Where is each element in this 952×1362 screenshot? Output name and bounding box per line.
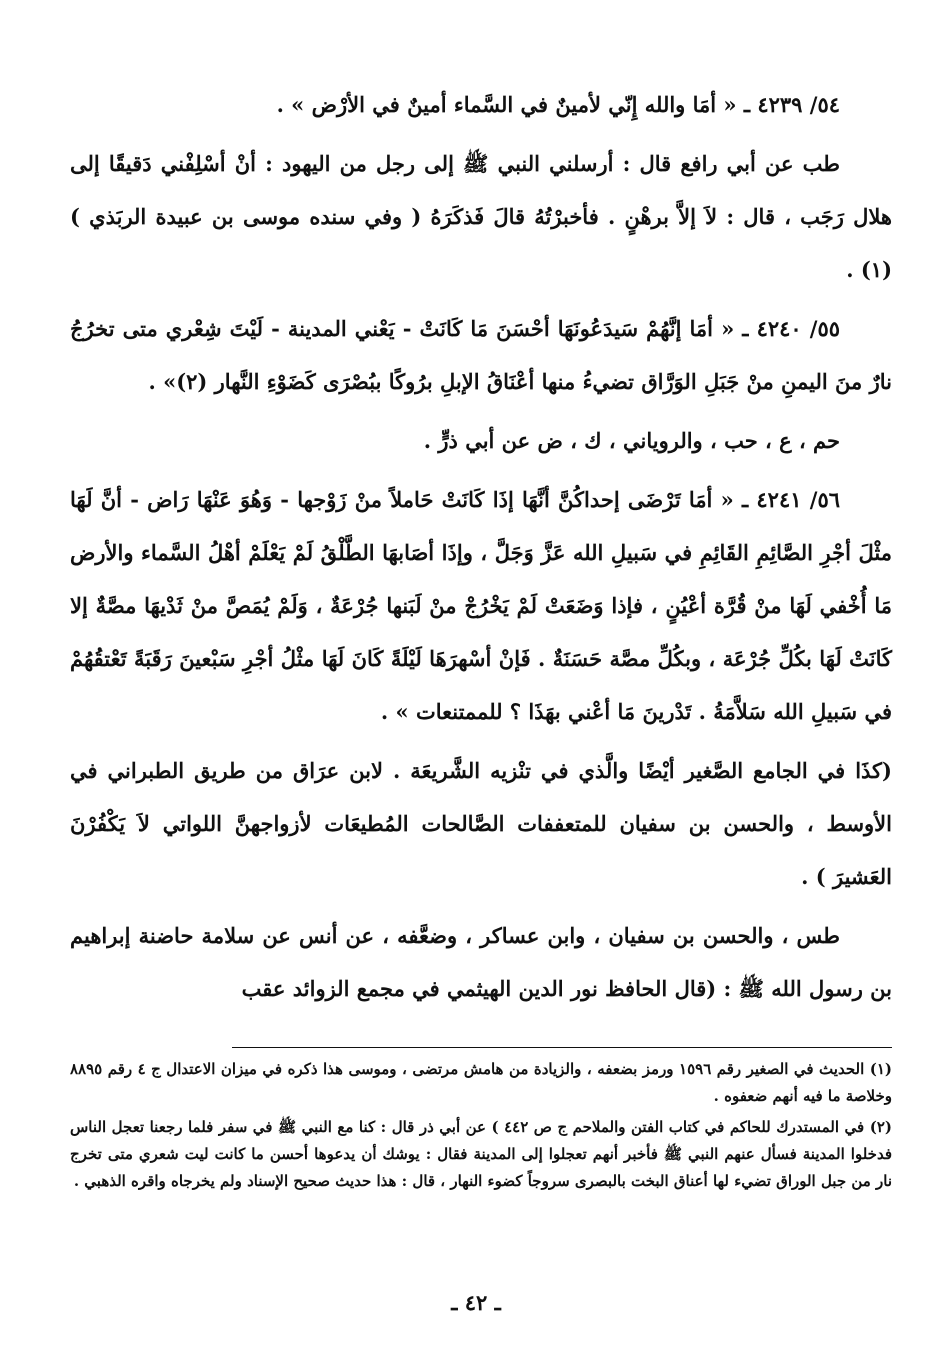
footnote-divider [232,1047,892,1048]
hadith-4240-source: حم ، ع ، حب ، والروياني ، ك ، ض عن أبي ذرٍّ . [423,428,840,453]
page-number: ـ ٤٢ ـ [451,1290,501,1315]
hadith-4241: ٥٦/ ٤٢٤١ ـ « أمَا تَرْضَى إحداكُنَّ أنَّهَا إذَا كَانَتْ حَاملاً منْ زَوْجها - وَهُوَ عَنْهَا رَاض - أنَّ لَهَا مثْلَ أجْرِ الصَّائِمِ القَائِمِ في سَبيلِ الله عَزَّ وَجَلَّ ، وإذَا أصَابهَا الطَّلْقُ لَمْ يَعْلَمْ أهْلُ السَّماء والأرض مَا أُخْفي لَهَا منْ قُرَّة أعْيُنٍ ، فإذا وَضَعَتْ لَمْ يَخْرُجْ منْ لَبَنها جُرْعَةٌ ، وَلَمْ يُمَصَّ منْ ثَدْيهَا مصَّةٌ إلا كَانَتْ لَهَا بكُلِّ جُرْعَة ، وبكُلِّ مصَّة حَسَنَةٌ . فَإنْ أسْهرَهَا لَيْلَةً كَانَ لَهَا مثْلُ أجْرِ سَبْعينَ رَقَبَةً تَعْتقُهُمْ في سَبيلِ الله سَلاَّمَةُ . تَدْرينَ مَا أعْني بهَذَا ؟ للممتنعات » . [70,487,892,724]
footnote-1: (١) الحديث في الصغير رقم ١٥٩٦ ورمز بضعفه ، والزيادة من هامش مرتضى ، وموسى هذا ذكره في ميزان الاعتدال ج ٤ رقم ٨٨٩٥ وخلاصة ما فيه أنهم ضعفوه . [70,1060,892,1105]
hadith-4241-note: (كذَا في الجامع الصَّغير أيْضًا والَّذي في تنْزيه الشَّريعَة . لابن عرَاق من طريق الطبراني في الأوسط ، والحسن بن سفيان للمتعففات الصَّالحات المُطيعَات لأزواجهنَّ اللواتي لاَ يَكْفُرْنَ العَشيرَ ) . [70,758,892,889]
hadith-4241-source: طس ، والحسن بن سفيان ، وابن عساكر ، وضعَّفه ، عن أنس عن سلامة حاضنة إبراهيم بن رسول الله ﷺ : (قال الحافظ نور الدين الهيثمي في مجمع الزوائد عقب [70,923,892,1001]
hadith-4239: ٥٤/ ٤٢٣٩ ـ « أمَا والله إِنّي لأمينٌ في السَّماء أمينٌ في الأرْض » . [276,92,840,117]
footnote-2: (٢) في المستدرك للحاكم في كتاب الفتن والملاحم ج ص ٤٤٢ ) عن أبي ذر قال : كنا مع النبي ﷺ في سفر فلما رجعنا تعجل الناس فدخلوا المدينة فسأل عنهم النبي ﷺ فأخبر أنهم تعجلوا إلى المدينة فقال : يوشك أن يدعوها أحسن ما كانت ليت شعري متى تخرج نار من جبل الوراق تضيء لها أعناق البخت بالبصرى سروجاً كضوء النهار ، قال : هذا حديث صحيح الإسناد ولم يخرجاه واقره الذهبي . [70,1118,892,1190]
main-text [70,78,892,1021]
hadith-4240: ٥٥/ ٤٢٤٠ ـ « أمَا إنَّهُمْ سَيدَعُونَهَا أحْسَنَ مَا كَانَتْ - يَعْني المدينة - لَيْتَ شِعْري متى تخرُجُ نارٌ منَ اليمنِ منْ جَبَلِ الوَرَّاق تضيءُ منها أعْنَاقُ الإبلِ برُوكًا ببُصْرَى كَضَوْءِ النَّهار (٢)» . [70,316,892,394]
hadith-4239-source: طب عن أبي رافع قال : أرسلني النبي ﷺ إلى رجل من اليهود : أنْ أسْلِفْني دَقيقًا إلى هلال رَجَب ، قال : لاَ إلاَّ برهْنٍ . فأخبرْتُهُ قالَ فَذكَرَهُ ( وفي سنده موسى بن عبيدة الربَذي ) (١) . [70,151,892,282]
footnotes [70,1056,892,1199]
